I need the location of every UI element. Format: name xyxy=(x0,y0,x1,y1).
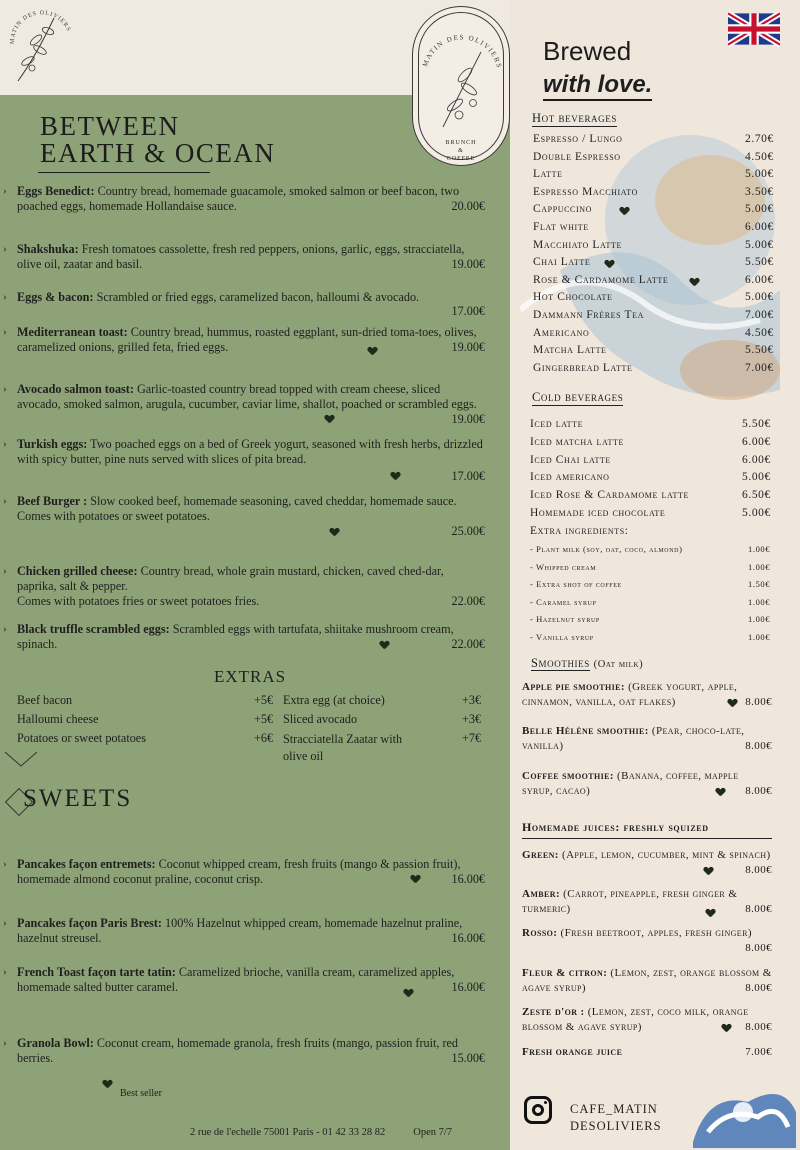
smoothies-title: Smoothies xyxy=(531,656,590,670)
heart-icon xyxy=(404,989,413,997)
beverage-name: Chai Latte xyxy=(533,256,591,269)
heart-icon xyxy=(716,788,725,796)
beverage-price: 5.00€ xyxy=(742,471,771,484)
with-love-heading: with love. xyxy=(543,71,652,101)
beverage-row xyxy=(533,168,781,180)
beverage-row xyxy=(530,507,778,519)
price: 25.00€ xyxy=(451,524,485,538)
beverage-row xyxy=(530,632,784,642)
extra-price: +3€ xyxy=(462,712,482,726)
chevron-right-icon: › xyxy=(3,438,7,450)
beverage-price: 1.00€ xyxy=(748,544,771,554)
instagram-handle[interactable]: CAFE_MATIN DESOLIVIERS xyxy=(570,1102,662,1133)
smoothie-item: Apple pie smoothie: (Greek yogurt, apple, cinnamon, vanilla, oat flakes) 8.00€ xyxy=(522,681,772,708)
menu-item: › Pancakes façon entremets: Coconut whipped cream, fresh fruits (mango & passion fruit), homemade almond coconut praline, coconut crisp. 16.00€ xyxy=(3,857,485,886)
price: 8.00€ xyxy=(745,740,772,752)
footer-address: 2 rue de l'echelle 75001 Paris - 01 42 33 28 82 Open 7/7 xyxy=(190,1127,453,1138)
menu-item: › Mediterranean toast: Country bread, hummus, roasted eggplant, sun-dried toma-toes, olives, caramelized onions, grilled feta, fried eggs. 19.00€ xyxy=(3,325,485,354)
menu-item: › Shakshuka: Fresh tomatoes cassolette, fresh red peppers, onions, garlic, eggs, stracciatella, olive oil, zaatar and basil. 19.00€ xyxy=(3,242,485,271)
bestseller-legend: Best seller xyxy=(120,1088,162,1099)
heart-icon xyxy=(391,472,400,480)
chevron-right-icon: › xyxy=(3,291,7,303)
beverage-row xyxy=(533,274,781,286)
beverage-row xyxy=(530,597,784,607)
chevron-right-icon: › xyxy=(3,495,7,507)
beverage-price: 7.00€ xyxy=(745,309,774,321)
menu-item: › Granola Bowl: Coconut cream, homemade granola, fresh fruits (mango, passion fruit, red berries. 15.00€ xyxy=(3,1036,485,1065)
brand-tagline-3: COFFEE xyxy=(446,156,476,162)
beverage-price: 6.00€ xyxy=(742,453,771,466)
beverage-price: 5.50€ xyxy=(745,344,774,357)
beverage-name: Iced Chai latte xyxy=(530,453,611,466)
heart-icon xyxy=(380,641,389,649)
beverage-name: - Vanilla syrup xyxy=(530,631,594,642)
beverage-price: 2.70€ xyxy=(745,133,774,145)
beverage-price: 5.00€ xyxy=(745,291,774,304)
beverage-name: - Caramel syrup xyxy=(530,596,597,607)
extra-name: Halloumi cheese xyxy=(17,712,99,726)
beverage-name: Hot Chocolate xyxy=(533,291,613,304)
price: 7.00€ xyxy=(745,1046,772,1058)
beverage-name: Iced Rose & Cardamome latte xyxy=(530,489,689,502)
beverage-price: 1.00€ xyxy=(748,561,771,572)
heart-icon xyxy=(325,415,334,423)
hot-beverages-title: Hot beverages xyxy=(532,111,617,125)
chevron-right-icon: › xyxy=(3,383,7,395)
menu-item: › Beef Burger : Slow cooked beef, homemade seasoning, caved cheddar, homemade sauce. Comes with potatoes or sweet potatoes. 25.00€ xyxy=(3,494,485,538)
menu-item: › Turkish eggs: Two poached eggs on a bed of Greek yogurt, seasoned with fresh herbs, drizzled with spicy butter, pine nuts served with slices of pita bread. 17.00€ xyxy=(3,437,485,483)
section-title-line2: EARTH & OCEAN xyxy=(40,138,276,168)
price: 8.00€ xyxy=(745,982,772,994)
heart-icon xyxy=(368,347,377,355)
beverage-row xyxy=(530,418,778,430)
menu-item: › French Toast façon tarte tatin: Caramelized brioche, vanilla cream, caramelized apples, homemade salted butter caramel. 16.00€ xyxy=(17,965,485,995)
juice-item: Rosso: (Fresh beetroot, apples, fresh ginger) 8.00€ xyxy=(522,927,772,954)
beverage-name: Gingerbread Latte xyxy=(533,361,633,374)
beverage-price: 6.50€ xyxy=(742,489,771,502)
chevron-right-icon: › xyxy=(3,966,7,978)
beverage-row xyxy=(533,327,781,339)
price: 16.00€ xyxy=(451,872,485,886)
beverage-row xyxy=(530,471,778,483)
beverage-name: - Plant milk (soy, oat, coco, almond) xyxy=(530,544,683,554)
uk-flag-icon[interactable] xyxy=(728,11,780,47)
beverage-name: Macchiato Latte xyxy=(533,238,622,251)
smoothie-item: Belle Hélène smoothie: (Pear, choco-late, vanilla) 8.00€ xyxy=(522,725,772,752)
price: 16.00€ xyxy=(451,980,485,994)
price: 8.00€ xyxy=(745,942,772,954)
beverage-price: 3.50€ xyxy=(745,185,774,198)
beverage-row xyxy=(530,562,784,572)
beverage-row xyxy=(533,362,781,374)
price: 22.00€ xyxy=(451,637,485,651)
beverage-name: Flat white xyxy=(533,221,589,233)
beverage-name: Espresso / Lungo xyxy=(533,133,623,145)
beverage-price: 5.00€ xyxy=(745,168,774,181)
brand-arc-small xyxy=(6,4,76,54)
beverage-name: Homemade iced chocolate xyxy=(530,507,666,519)
juices-title: Homemade juices: freshly squized xyxy=(522,820,772,839)
coffee-splash-image xyxy=(688,1072,798,1148)
beverage-price: 4.50€ xyxy=(745,326,774,339)
beverage-name: Latte xyxy=(533,168,563,181)
menu-item: › Eggs & bacon: Scrambled or fried eggs, caramelized bacon, halloumi & avocado. 17.00€ xyxy=(3,290,485,318)
beverage-name: Matcha Latte xyxy=(533,344,607,357)
price: 19.00€ xyxy=(451,412,485,426)
extra-ingredients-title: Extra ingredients: xyxy=(530,525,629,537)
brewed-heading: Brewed xyxy=(543,36,632,66)
brand-name: MATIN DES OLIVIERS xyxy=(421,33,504,70)
beverage-name: Americano xyxy=(533,326,590,339)
juice-item: Green: (Apple, lemon, cucumber, mint & spinach) 8.00€ xyxy=(522,849,772,876)
price: 19.00€ xyxy=(451,340,485,354)
beverage-name: - Whipped cream xyxy=(530,561,597,572)
beverage-row xyxy=(533,203,781,215)
heart-icon xyxy=(620,207,629,215)
price: 8.00€ xyxy=(745,1021,772,1033)
beverage-row xyxy=(530,489,778,501)
beverage-name: Iced matcha latte xyxy=(530,435,624,448)
price: 15.00€ xyxy=(451,1051,485,1065)
beverage-row xyxy=(530,436,778,448)
beverage-price: 5.50€ xyxy=(742,418,771,430)
menu-item: › Pancakes façon Paris Brest: 100% Hazelnut whipped cream, homemade hazelnut praline, hazelnut streusel. 16.00€ xyxy=(3,916,485,945)
beverage-row xyxy=(533,186,781,198)
svg-text:MATIN DES OLIVIERS xyxy=(10,10,72,44)
heart-icon xyxy=(330,528,339,536)
brand-logo xyxy=(412,6,510,166)
beverage-name: Espresso Macchiato xyxy=(533,185,639,198)
price: 17.00€ xyxy=(451,469,485,483)
beverage-row xyxy=(533,309,781,321)
price: 20.00€ xyxy=(451,199,485,213)
beverage-name: Iced latte xyxy=(530,418,584,430)
chevron-right-icon: › xyxy=(3,326,7,338)
juice-item: Fleur & citron: (Lemon, zest, orange blossom & agave syrup) 8.00€ xyxy=(522,967,772,994)
heart-icon xyxy=(411,875,420,883)
heart-icon xyxy=(722,1024,731,1032)
extra-name: Potatoes or sweet potatoes xyxy=(17,731,146,745)
beverage-price: 5.00€ xyxy=(745,203,774,216)
juice-item: Zeste d'or : (Lemon, zest, coco milk, orange blossom & agave syrup) 8.00€ xyxy=(522,1006,772,1033)
extra-name: Stracciatella Zaatar with olive oil xyxy=(283,732,403,763)
cold-beverages-title: Cold beverages xyxy=(532,390,624,404)
extra-price: +5€ xyxy=(254,712,274,726)
price: 8.00€ xyxy=(745,903,772,915)
beverage-price: 6.00€ xyxy=(742,435,771,448)
beverage-price: 5.00€ xyxy=(742,507,771,519)
beverage-row xyxy=(530,454,778,466)
beverage-price: 5.50€ xyxy=(745,256,774,269)
title-underline xyxy=(38,172,210,173)
price: 16.00€ xyxy=(451,931,485,945)
beverage-row xyxy=(533,221,781,233)
beverage-name: Iced americano xyxy=(530,471,610,484)
beverage-name: Double Espresso xyxy=(533,150,621,163)
chevron-right-icon: › xyxy=(3,565,7,577)
chevron-right-icon: › xyxy=(3,1037,7,1049)
beverage-price: 1.00€ xyxy=(748,596,771,607)
price: 22.00€ xyxy=(451,594,485,608)
price: 19.00€ xyxy=(451,257,485,271)
beverage-price: 7.00€ xyxy=(745,361,774,374)
chevron-right-icon: › xyxy=(3,917,7,929)
extra-price: +3€ xyxy=(462,693,482,707)
svg-text:MATIN DES OLIVIERS xyxy=(421,33,503,69)
price: 17.00€ xyxy=(451,304,485,318)
beverage-row xyxy=(530,614,784,624)
beverage-name: - Hazelnut syrup xyxy=(530,614,600,624)
beverage-price: 1.50€ xyxy=(748,579,771,589)
juice-item: Fresh orange juice 7.00€ xyxy=(522,1046,772,1058)
chevron-right-icon: › xyxy=(3,185,7,197)
sweets-title: SWEETS xyxy=(23,785,133,812)
price: 8.00€ xyxy=(745,696,772,708)
menu-item: › Chicken grilled cheese: Country bread, whole grain mustard, chicken, caved ched-dar, paprika, salt & pepper. Comes with potatoes fries or sweet potatoes fries. 22.00€ xyxy=(3,564,485,608)
extras-title: EXTRAS xyxy=(214,667,287,686)
smoothies-subtitle: (Oat milk) xyxy=(593,659,644,670)
juice-item: Amber: (Carrot, pineapple, fresh ginger & turmeric) 8.00€ xyxy=(522,888,772,915)
extra-price: +7€ xyxy=(462,731,482,745)
beverage-price: 6.00€ xyxy=(745,221,774,233)
extra-name: Extra egg (at choice) xyxy=(283,693,385,707)
extra-price: +5€ xyxy=(254,693,274,707)
chevron-right-icon: › xyxy=(3,623,7,635)
beverage-name: Dammann Frères Tea xyxy=(533,309,644,321)
chevron-down-icon xyxy=(4,750,38,768)
footer-open: Open 7/7 xyxy=(413,1127,453,1138)
price: 8.00€ xyxy=(745,864,772,876)
beverage-price: 1.00€ xyxy=(748,631,771,642)
brand-tagline-2: & xyxy=(458,148,464,154)
heart-icon xyxy=(728,699,737,707)
section-title xyxy=(40,113,275,167)
heart-icon xyxy=(605,260,614,268)
heart-icon xyxy=(103,1080,112,1088)
smoothie-item: Coffee smoothie: (Banana, coffee, mapple syrup, cacao) 8.00€ xyxy=(522,770,772,797)
brand-tagline-1: BRUNCH xyxy=(445,140,477,146)
brand-name-small: MATIN DES OLIVIERS xyxy=(9,10,72,45)
beverage-price: 4.50€ xyxy=(745,150,774,163)
menu-item: › Eggs Benedict: Country bread, homemade guacamole, smoked salmon or beef bacon, two poached eggs, homemade Hollandaise sauce. 20.00€ xyxy=(3,184,485,213)
heart-icon xyxy=(704,867,713,875)
beverage-row xyxy=(533,239,781,251)
chevron-right-icon: › xyxy=(3,243,7,255)
extra-name: Beef bacon xyxy=(17,693,73,707)
beverage-price: 5.00€ xyxy=(745,238,774,251)
beverage-row xyxy=(533,256,781,268)
beverage-price: 6.00€ xyxy=(745,273,774,286)
beverage-price: 1.00€ xyxy=(748,614,771,624)
menu-item: › Black truffle scrambled eggs: Scrambled eggs with tartufata, shiitake mushroom cream, spinach. 22.00€ xyxy=(3,622,485,651)
extra-name: Sliced avocado xyxy=(283,712,358,726)
heart-icon xyxy=(706,909,715,917)
beverage-name: Rose & Cardamome Latte xyxy=(533,273,669,286)
beverage-row xyxy=(533,344,781,356)
beverage-name: Cappuccino xyxy=(533,203,593,216)
beverage-name: - Extra shot of coffee xyxy=(530,579,622,589)
instagram-icon[interactable] xyxy=(524,1096,552,1124)
beverage-row xyxy=(530,579,784,589)
heart-icon xyxy=(690,278,699,286)
beverage-row xyxy=(533,151,781,163)
beverage-row xyxy=(530,544,784,554)
beverage-row xyxy=(533,291,781,303)
price: 8.00€ xyxy=(745,785,772,797)
smoothies-heading xyxy=(531,656,643,671)
extra-price: +6€ xyxy=(254,731,274,745)
beverage-row xyxy=(533,133,781,145)
section-title-line1: BETWEEN xyxy=(40,111,180,141)
menu-item: › Avocado salmon toast: Garlic-toasted country bread topped with cream cheese, sliced avocado, smoked salmon, arugula, cucumber, caviar lime, shallot, poached or scrambled eggs. 19.00€ xyxy=(3,382,485,426)
chevron-right-icon: › xyxy=(3,858,7,870)
